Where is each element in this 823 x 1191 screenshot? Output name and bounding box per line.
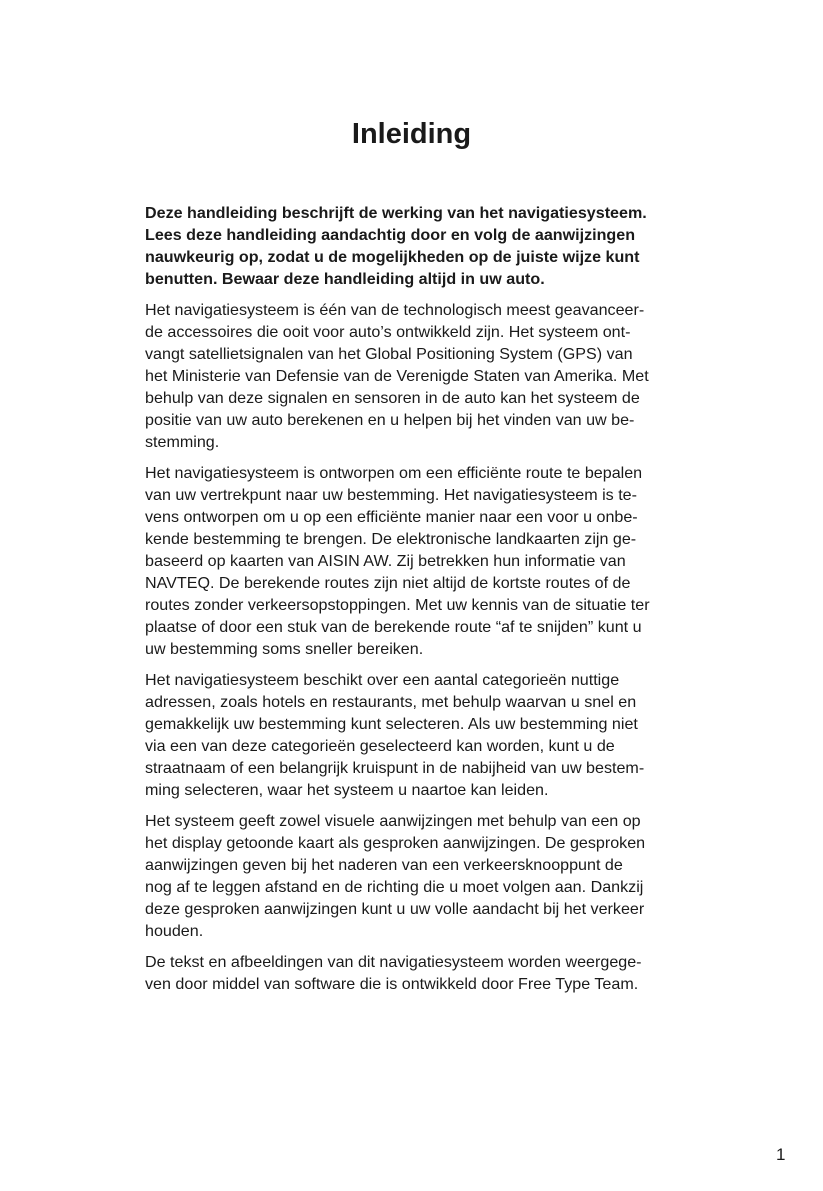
text-line: adressen, zoals hotels en restaurants, met behulp waarvan u snel en	[145, 693, 637, 711]
text-line: positie van uw auto berekenen en u helpen bij het vinden van uw be-	[145, 411, 635, 429]
body-paragraph	[145, 951, 685, 995]
text-line: de accessoires die ooit voor auto’s ontwikkeld zijn. Het systeem ont-	[145, 323, 631, 341]
text-line: houden.	[145, 922, 204, 940]
text-line: Deze handleiding beschrijft de werking van het navigatiesysteem.	[145, 204, 647, 222]
text-line: ven door middel van software die is ontwikkeld door Free Type Team.	[145, 975, 639, 993]
text-line: vens ontworpen om u op een efficiënte manier naar een voor u onbe-	[145, 508, 638, 526]
text-line: uw bestemming soms sneller bereiken.	[145, 640, 424, 658]
text-line: vangt satellietsignalen van het Global Positioning System (GPS) van	[145, 345, 633, 363]
text-line: gemakkelijk uw bestemming kunt selecteren. Als uw bestemming niet	[145, 715, 638, 733]
page-number: 1	[776, 1145, 786, 1164]
text-line: aanwijzingen geven bij het naderen van een verkeersknooppunt de	[145, 856, 623, 874]
page-title: Inleiding	[351, 118, 472, 150]
text-line: baseerd op kaarten van AISIN AW. Zij betrekken hun informatie van	[145, 552, 626, 570]
text-line: stemming.	[145, 433, 220, 451]
document-body	[145, 202, 685, 1004]
text-line: ming selecteren, waar het systeem u naartoe kan leiden.	[145, 781, 549, 799]
intro-paragraph	[145, 202, 685, 290]
text-line: van uw vertrekpunt naar uw bestemming. Het navigatiesysteem is te-	[145, 486, 637, 504]
body-paragraph	[145, 299, 685, 453]
text-line: plaatse of door een stuk van de berekende route “af te snijden” kunt u	[145, 618, 642, 636]
text-line: De tekst en afbeeldingen van dit navigatiesysteem worden weergege-	[145, 953, 642, 971]
text-line: via een van deze categorieën geselecteerd kan worden, kunt u de	[145, 737, 615, 755]
text-line: NAVTEQ. De berekende routes zijn niet altijd de kortste routes of de	[145, 574, 631, 592]
text-line: Het navigatiesysteem is één van de technologisch meest geavanceer-	[145, 301, 645, 319]
text-line: Het navigatiesysteem is ontworpen om een efficiënte route te bepalen	[145, 464, 643, 482]
text-line: behulp van deze signalen en sensoren in de auto kan het systeem de	[145, 389, 640, 407]
text-line: nog af te leggen afstand en de richting die u moet volgen aan. Dankzij	[145, 878, 644, 896]
text-line: kende bestemming te brengen. De elektronische landkaarten zijn ge-	[145, 530, 637, 548]
body-paragraph	[145, 462, 685, 660]
text-line: het display getoonde kaart als gesproken aanwijzingen. De gesproken	[145, 834, 646, 852]
text-line: Het navigatiesysteem beschikt over een aantal categorieën nuttige	[145, 671, 620, 689]
text-line: het Ministerie van Defensie van de Verenigde Staten van Amerika. Met	[145, 367, 649, 385]
body-paragraph	[145, 669, 685, 801]
text-line: straatnaam of een belangrijk kruispunt in de nabijheid van uw bestem-	[145, 759, 645, 777]
body-paragraph	[145, 810, 685, 942]
text-line: benutten. Bewaar deze handleiding altijd in uw auto.	[145, 270, 545, 288]
text-line: Het systeem geeft zowel visuele aanwijzingen met behulp van een op	[145, 812, 641, 830]
text-line: Lees deze handleiding aandachtig door en volg de aanwijzingen	[145, 226, 636, 244]
text-line: nauwkeurig op, zodat u de mogelijkheden op de juiste wijze kunt	[145, 248, 640, 266]
text-line: deze gesproken aanwijzingen kunt u uw volle aandacht bij het verkeer	[145, 900, 645, 918]
text-line: routes zonder verkeersopstoppingen. Met uw kennis van de situatie ter	[145, 596, 650, 614]
